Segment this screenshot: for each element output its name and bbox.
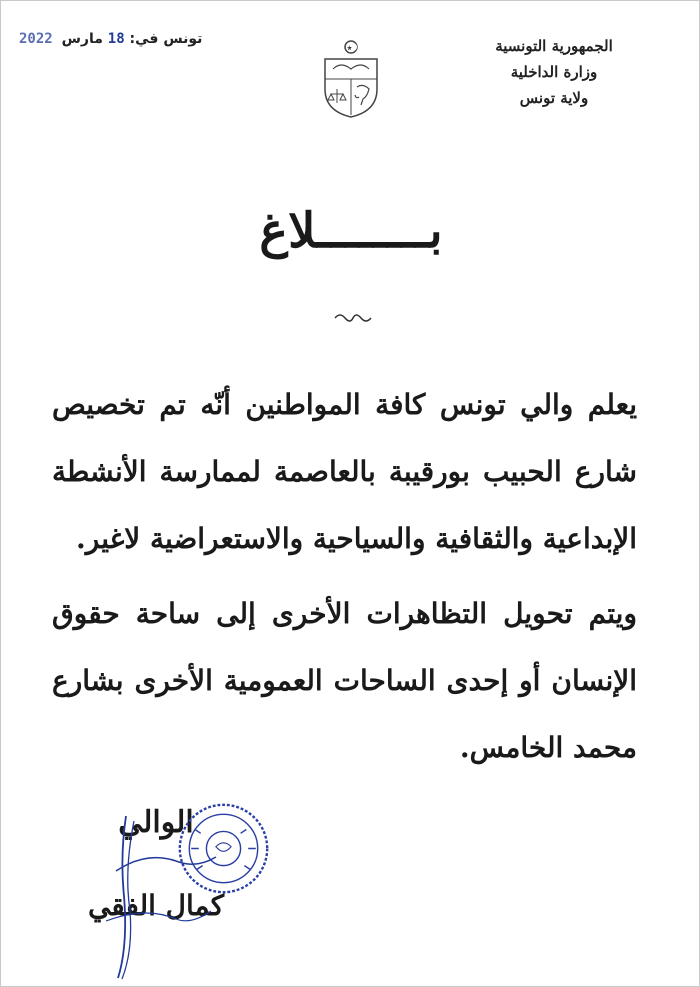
paragraph-1: يعلم والي تونس كافة المواطنين أنّه تم تخصيص شارع الحبيب بورقيبة بالعاصمة لممارسة الأنشطة الإبداعية والثقافية والسياحية والاستعراضية لاغير. <box>52 388 637 555</box>
dateline-day: 18 <box>107 31 125 47</box>
letterhead <box>454 33 654 111</box>
signatory-name: كمال الفقي <box>87 889 225 922</box>
document-title: بــــــــلاغ <box>259 203 443 259</box>
paragraph-2: ويتم تحويل التظاهرات الأخرى إلى ساحة حقوق الإنسان أو إحدى الساحات العمومية الأخرى بشارع محمد الخامس. <box>52 597 637 764</box>
announcement-body <box>52 371 637 781</box>
official-stamp-icon <box>176 801 271 896</box>
ministry-name: وزارة الداخلية <box>510 63 598 81</box>
signatory-title: الوالي <box>118 805 194 840</box>
dateline-year: 2022 <box>19 31 53 47</box>
country-name: الجمهورية التونسية <box>495 37 613 55</box>
governorate-name: ولاية تونس <box>519 89 589 107</box>
dateline-prefix: تونس في: <box>129 31 203 47</box>
dateline-month: مارس <box>61 31 103 47</box>
tunisia-coat-of-arms-icon <box>319 39 383 119</box>
dateline <box>19 31 202 47</box>
ornament-divider-icon <box>333 311 373 325</box>
